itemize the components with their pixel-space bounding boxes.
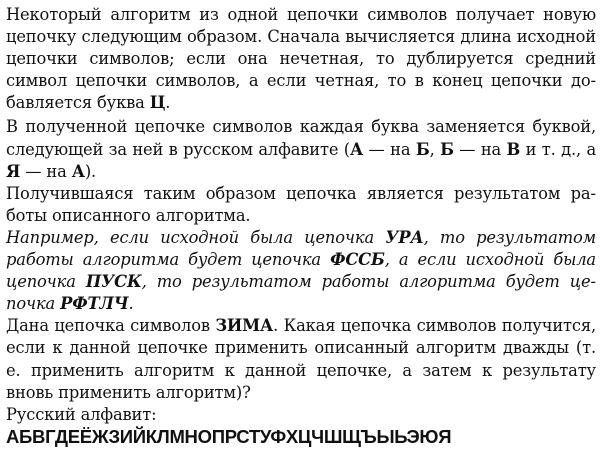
- example-chain: УРА: [385, 227, 424, 247]
- text-run: Получившаяся таким образом цепочка является результатом работы описанного алгоритма.: [6, 183, 596, 225]
- bold-letter: Б: [415, 139, 430, 159]
- text-run: Дана цепочка символов: [6, 316, 216, 336]
- text-run: , то результатом работы алгоритма будет цепочка: [6, 227, 596, 270]
- bold-letter: Я: [6, 161, 21, 181]
- paragraph-example: [6, 227, 596, 315]
- text-run: , а если исходной была цепочка: [6, 250, 596, 292]
- bold-letter: А: [349, 139, 364, 159]
- example-chain: ПУСК: [85, 272, 142, 292]
- text-run: . Какая цепочка символов получится, если к данной цепочке применить описанный алгоритм дважды (т. е. применить алгоритм к данной цепочке, а затем к результату вновь применить алгоритм)?: [6, 316, 597, 402]
- text-run: — на: [363, 139, 416, 159]
- example-chain: РФТЛЧ: [60, 294, 129, 314]
- text-run: ).: [84, 161, 97, 181]
- text-run: — на: [453, 139, 507, 159]
- text-run: .: [128, 294, 134, 314]
- paragraph-result: [6, 183, 596, 227]
- bold-letter: А: [71, 161, 85, 181]
- text-run: Например, если исходной была цепочка: [6, 227, 386, 247]
- text-run: .: [165, 93, 171, 113]
- bold-letter: В: [506, 139, 521, 159]
- alphabet-label: Русский алфавит:: [6, 404, 157, 424]
- text-run: , то результатом работы алгоритма будет цепочка: [6, 272, 596, 314]
- text-run: В полученной цепочке символов каждая буква заменяется буквой, следующей за ней в русском алфавите (: [6, 117, 596, 159]
- text-run: и т. д., а: [520, 139, 597, 159]
- text-run: Некоторый алгоритм из одной цепочки символов получает новую цепочку следующим образом. Сначала вычисляется длина исходной цепочки символов; если она нечетная, то дублируется средний символ цепочки символов, а если четная, то в конец цепочки добавляется буква: [6, 5, 596, 113]
- paragraph-question: [6, 315, 596, 403]
- text-run: — на: [20, 161, 72, 181]
- given-chain: ЗИМА: [215, 316, 274, 336]
- bold-letter: Ц: [149, 93, 166, 113]
- paragraph-algorithm-description: [6, 4, 596, 114]
- task-text: [6, 4, 596, 448]
- text-run: ,: [429, 139, 441, 159]
- example-chain: ФССБ: [330, 250, 385, 270]
- russian-alphabet: АБВГДЕЁЖЗИЙКЛМНОПРСТУФХЦЧШЩЪЫЬЭЮЯ: [6, 425, 452, 447]
- bold-letter: Б: [440, 139, 454, 159]
- paragraph-letter-replacement: [6, 116, 596, 182]
